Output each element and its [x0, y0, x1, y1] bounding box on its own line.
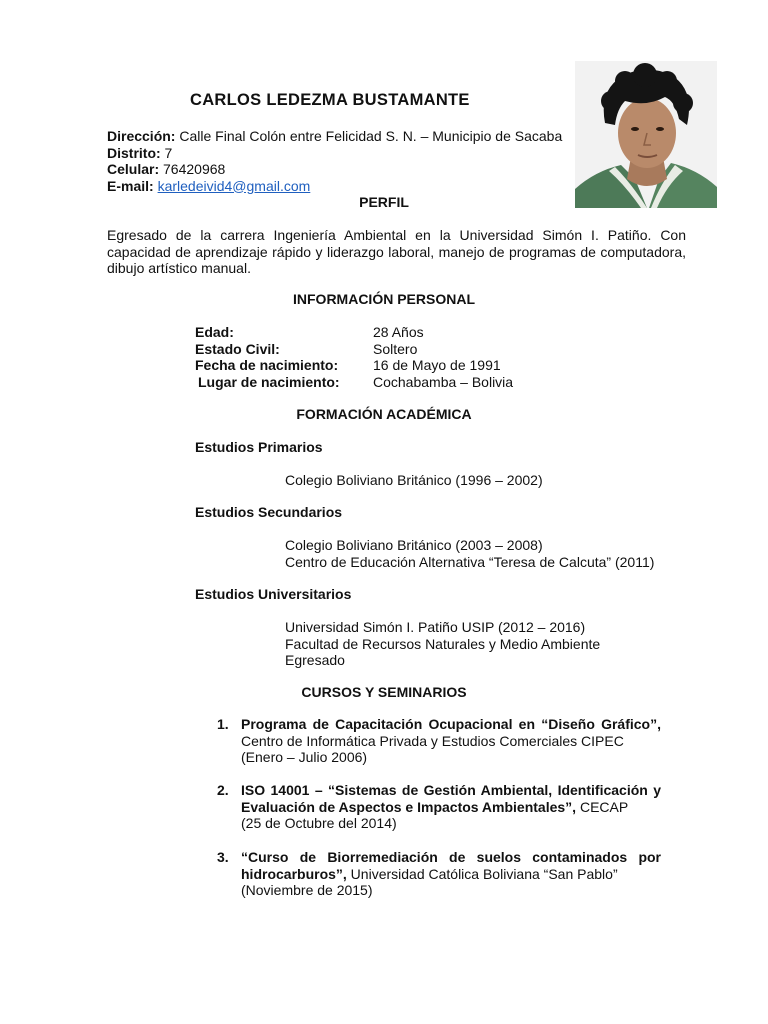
age-label: Edad:	[195, 324, 234, 340]
birth-place-label: Lugar de nacimiento:	[198, 373, 340, 390]
address-label: Dirección:	[107, 128, 176, 144]
candidate-name: CARLOS LEDEZMA BUSTAMANTE	[190, 91, 470, 109]
civil-status-value: Soltero	[373, 340, 418, 357]
email-line	[107, 178, 562, 195]
education-heading: FORMACIÓN ACADÉMICA	[296, 406, 472, 422]
personal-info-table	[195, 324, 513, 390]
birth-date-label: Fecha de nacimiento:	[195, 357, 339, 373]
university-line: Universidad Simón I. Patiño USIP (2012 – 2016)	[285, 619, 586, 635]
phone-line	[107, 161, 562, 178]
age-value: 28 Años	[373, 324, 424, 340]
district-label: Distrito:	[107, 144, 161, 161]
age-row	[195, 324, 513, 341]
profile-text: Egresado de la carrera Ingeniería Ambiental en la Universidad Simón I. Patiño. Con capacidad de aprendizaje rápido y liderazgo laboral, manejo de programas de computadora, dibujo artístico manual.	[107, 227, 686, 276]
email-link[interactable]: karledeivid4@gmail.com	[157, 177, 311, 194]
faculty-line: Facultad de Recursos Naturales y Medio Ambiente	[285, 635, 601, 652]
address-line	[107, 128, 562, 145]
birth-place-row	[195, 374, 513, 391]
phone-value: 76420968	[159, 161, 226, 177]
profile-photo-drawing	[575, 61, 717, 208]
primary-studies-entry	[285, 472, 543, 489]
course-number: 2.	[217, 782, 229, 798]
course-institution: CECAP	[576, 798, 629, 815]
address-value: Calle Final Colón entre Felicidad S. N. – Municipio de Sacaba	[175, 128, 563, 144]
university-studies-entry	[285, 619, 600, 669]
course-title: “Curso de Biorremediación de suelos contaminados por hidrocarburos”,	[241, 849, 661, 882]
course-item	[217, 849, 661, 899]
degree-status-line: Egresado	[285, 652, 345, 668]
course-text	[241, 782, 661, 832]
course-date: (Noviembre de 2015)	[241, 882, 373, 898]
course-date: (Enero – Julio 2006)	[241, 749, 368, 765]
course-number: 3.	[217, 849, 229, 865]
course-date: (25 de Octubre del 2014)	[241, 815, 397, 831]
course-item	[217, 782, 661, 832]
course-title: ISO 14001 – “Sistemas de Gestión Ambiental, Identificación y Evaluación de Aspectos e Impactos Ambientales”,	[241, 782, 661, 815]
contact-block	[107, 128, 562, 194]
course-title: Programa de Capacitación Ocupacional en “Diseño Gráfico”,	[241, 716, 661, 732]
profile-heading: PERFIL	[359, 194, 409, 210]
email-label: E-mail:	[107, 177, 154, 194]
civil-status-row	[195, 341, 513, 358]
primary-studies-title: Estudios Primarios	[195, 439, 323, 455]
course-text	[241, 716, 661, 766]
course-item	[217, 716, 661, 766]
phone-label: Celular:	[107, 161, 160, 177]
civil-status-label: Estado Civil:	[195, 340, 280, 357]
university-studies-title: Estudios Universitarios	[195, 586, 352, 602]
primary-school-line: Colegio Boliviano Británico (1996 – 2002)	[285, 472, 543, 488]
birth-date-value: 16 de Mayo de 1991	[373, 357, 501, 373]
district-line	[107, 145, 562, 162]
course-text	[241, 849, 661, 899]
personal-info-heading: INFORMACIÓN PERSONAL	[293, 291, 475, 307]
course-number: 1.	[217, 716, 229, 732]
birth-place-value: Cochabamba – Bolivia	[373, 373, 514, 390]
alternative-school-line: Centro de Educación Alternativa “Teresa de Calcuta” (2011)	[285, 553, 655, 570]
secondary-school-line: Colegio Boliviano Británico (2003 – 2008)	[285, 537, 543, 553]
district-value: 7	[160, 144, 173, 161]
birth-date-row	[195, 357, 513, 374]
course-institution: Universidad Católica Boliviana “San Pablo”	[346, 865, 618, 882]
profile-photo	[575, 61, 717, 208]
course-institution: Centro de Informática Privada y Estudios Comerciales CIPEC	[241, 732, 624, 749]
courses-heading: CURSOS Y SEMINARIOS	[301, 684, 467, 700]
secondary-studies-entry	[285, 537, 654, 570]
secondary-studies-title: Estudios Secundarios	[195, 504, 343, 520]
